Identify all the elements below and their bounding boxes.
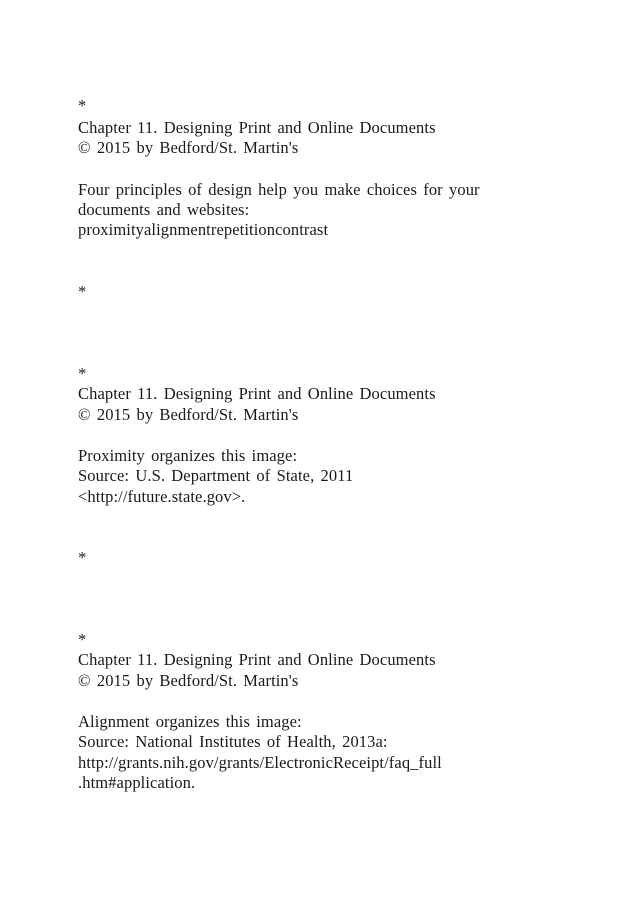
body-line: proximityalignmentrepetitioncontrast: [78, 220, 329, 239]
copyright-line: © 2015 by Bedford/St. Martin's: [78, 671, 299, 690]
slide-separator-star: *: [78, 364, 87, 383]
body-line: Four principles of design help you make choices for your: [78, 180, 480, 199]
chapter-title: Chapter 11. Designing Print and Online Documents: [78, 118, 436, 137]
slide-separator-star: *: [78, 630, 87, 649]
body-line: Proximity organizes this image:: [78, 446, 298, 465]
body-line: Alignment organizes this image:: [78, 712, 302, 731]
chapter-title: Chapter 11. Designing Print and Online Documents: [78, 650, 436, 669]
body-line: Source: National Institutes of Health, 2013a:: [78, 732, 388, 751]
slide-separator-star: *: [78, 548, 87, 567]
body-line: Source: U.S. Department of State, 2011: [78, 466, 354, 485]
slide-separator-star: *: [78, 282, 87, 301]
slide-separator-star: *: [78, 96, 87, 115]
copyright-line: © 2015 by Bedford/St. Martin's: [78, 405, 299, 424]
body-line: .htm#application.: [78, 773, 196, 792]
body-line: documents and websites:: [78, 200, 250, 219]
body-line: <http://future.state.gov>.: [78, 487, 246, 506]
copyright-line: © 2015 by Bedford/St. Martin's: [78, 138, 299, 157]
body-line: http://grants.nih.gov/grants/ElectronicReceipt/faq_full: [78, 753, 442, 772]
chapter-title: Chapter 11. Designing Print and Online Documents: [78, 384, 436, 403]
